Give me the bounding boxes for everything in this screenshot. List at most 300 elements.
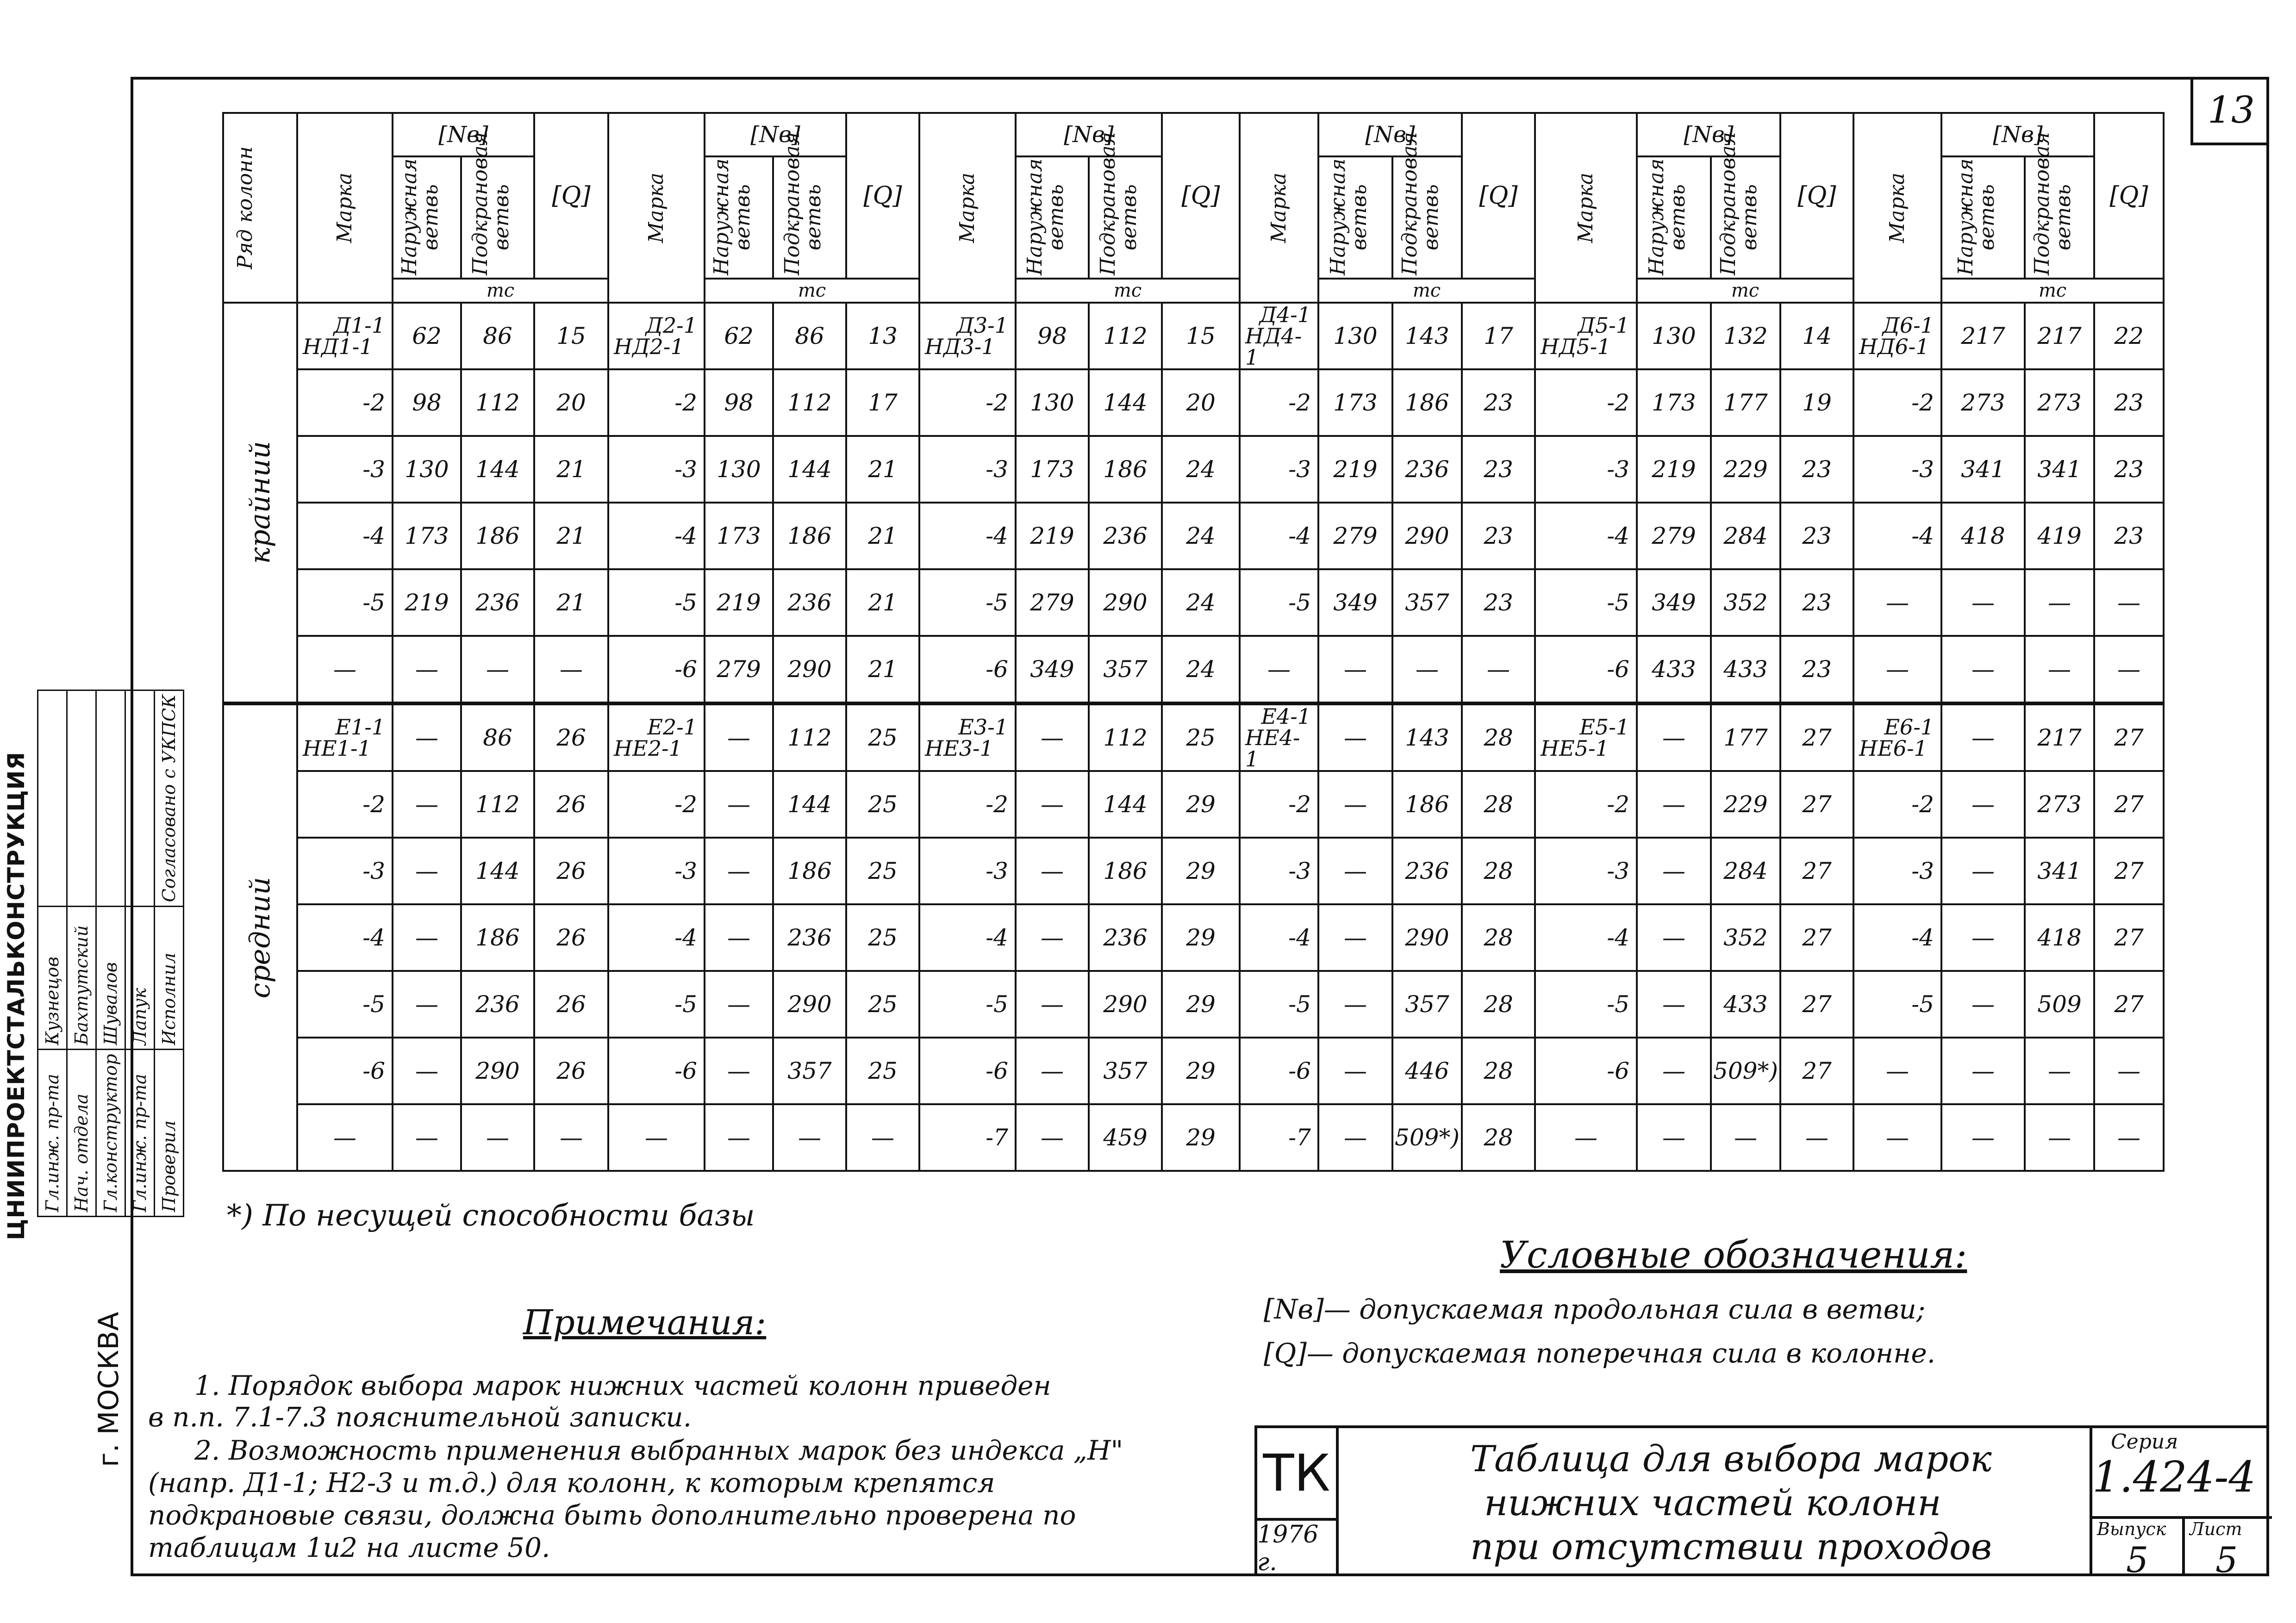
value-cell: 236 bbox=[461, 971, 534, 1038]
mark-code: — bbox=[333, 656, 356, 683]
value-cell: 26 bbox=[534, 904, 608, 971]
mark-cell bbox=[1240, 703, 1318, 771]
value-cell: 23 bbox=[1462, 503, 1535, 569]
value-cell: 144 bbox=[1089, 771, 1162, 838]
mark-code: -2 bbox=[1288, 389, 1311, 416]
value-cell: 219 bbox=[393, 569, 461, 636]
value-cell: 112 bbox=[461, 369, 534, 436]
header-crane-branch bbox=[1089, 132, 1162, 279]
value-cell: 217 bbox=[2025, 703, 2094, 771]
mark-cell bbox=[608, 636, 705, 703]
mark-cell bbox=[1853, 971, 1941, 1038]
header-unit: тс bbox=[1637, 279, 1853, 303]
header-crane-branch bbox=[1392, 132, 1462, 279]
header-marka bbox=[1535, 113, 1637, 303]
mark-code: — bbox=[1886, 1124, 1909, 1151]
mark-code: — bbox=[1886, 1057, 1909, 1084]
mark-code: -7 bbox=[1288, 1124, 1311, 1151]
value-cell: 236 bbox=[1089, 904, 1162, 971]
value-cell: — bbox=[1016, 838, 1089, 904]
value-cell: 219 bbox=[1637, 436, 1711, 503]
mark-code: -3 bbox=[986, 858, 1008, 884]
header-nv: [Nв] bbox=[705, 113, 846, 156]
value-cell: 26 bbox=[534, 771, 608, 838]
mark-cell bbox=[919, 703, 1016, 771]
value-cell: — bbox=[1016, 771, 1089, 838]
value-cell: 27 bbox=[2094, 703, 2164, 771]
value-cell: 273 bbox=[2025, 369, 2094, 436]
mark-code: -3 bbox=[1288, 858, 1311, 884]
mark-code: -4 bbox=[1288, 924, 1311, 951]
value-cell: 21 bbox=[846, 569, 919, 636]
value-cell: 186 bbox=[461, 904, 534, 971]
mark-cell bbox=[1240, 904, 1318, 971]
value-cell: 433 bbox=[1637, 636, 1711, 703]
value-cell: — bbox=[1016, 703, 1089, 771]
value-cell: 29 bbox=[1162, 1038, 1240, 1104]
mark-code: -2 bbox=[362, 791, 385, 818]
mark-cell bbox=[1240, 569, 1318, 636]
mark-cell bbox=[1240, 1038, 1318, 1104]
value-cell: 23 bbox=[1780, 636, 1853, 703]
mark-code: -6 bbox=[1288, 1057, 1311, 1084]
value-cell: — bbox=[1462, 636, 1535, 703]
value-cell: — bbox=[705, 1104, 773, 1171]
value-cell: 25 bbox=[846, 703, 919, 771]
value-cell: 21 bbox=[534, 569, 608, 636]
header-crane-branch bbox=[2025, 132, 2094, 279]
value-cell: 25 bbox=[846, 904, 919, 971]
mark-code: -6 bbox=[986, 656, 1008, 683]
mark-code: -6 bbox=[674, 1057, 697, 1084]
header-marka bbox=[919, 113, 1016, 303]
value-cell: 21 bbox=[534, 503, 608, 569]
value-cell: — bbox=[534, 636, 608, 703]
header-crane-branch bbox=[461, 132, 534, 279]
value-cell: — bbox=[1637, 703, 1711, 771]
mark-cell bbox=[1240, 369, 1318, 436]
mark-cell bbox=[1240, 971, 1318, 1038]
value-cell: 349 bbox=[1318, 569, 1392, 636]
mark-code: НД6-1 bbox=[1859, 334, 1929, 359]
mark-cell bbox=[608, 503, 705, 569]
value-cell: 130 bbox=[393, 436, 461, 503]
value-cell: 229 bbox=[1711, 436, 1780, 503]
mark-cell bbox=[1535, 636, 1637, 703]
title-block-code: ТК bbox=[1257, 1428, 1339, 1521]
mark-cell bbox=[919, 1038, 1016, 1104]
value-cell: 279 bbox=[1318, 503, 1392, 569]
header-q: [Q] bbox=[1162, 113, 1240, 279]
mark-cell bbox=[919, 971, 1016, 1038]
value-cell: 24 bbox=[1162, 436, 1240, 503]
value-cell: 23 bbox=[1462, 369, 1535, 436]
mark-cell bbox=[1535, 1104, 1637, 1171]
value-cell: — bbox=[393, 703, 461, 771]
value-cell: 144 bbox=[773, 771, 846, 838]
value-cell: — bbox=[1392, 636, 1462, 703]
mark-cell bbox=[1240, 1104, 1318, 1171]
value-cell: 26 bbox=[534, 703, 608, 771]
value-cell: 132 bbox=[1711, 303, 1780, 369]
value-cell: 23 bbox=[1780, 436, 1853, 503]
value-cell: — bbox=[1941, 904, 2025, 971]
series-number: 1.424-4 bbox=[2092, 1452, 2256, 1502]
mark-cell bbox=[1853, 1038, 1941, 1104]
header-crane-branch-label: Подкрановая ветвь bbox=[468, 132, 514, 275]
mark-code: -6 bbox=[362, 1057, 385, 1084]
mark-code: Е6-1 bbox=[1884, 715, 1934, 740]
mark-code: -2 bbox=[1911, 791, 1934, 818]
value-cell: 27 bbox=[2094, 904, 2164, 971]
mark-cell bbox=[1535, 771, 1637, 838]
mark-cell bbox=[1535, 303, 1637, 369]
value-cell: 177 bbox=[1711, 703, 1780, 771]
value-cell: — bbox=[1318, 838, 1392, 904]
header-crane-branch-label: Подкрановая ветвь bbox=[780, 132, 826, 275]
mark-code: НД2-1 bbox=[614, 334, 684, 359]
value-cell: 21 bbox=[846, 636, 919, 703]
mark-code: — bbox=[1886, 656, 1909, 683]
sheet-title-line: нижних частей колонн bbox=[1484, 1482, 1941, 1524]
value-cell: 21 bbox=[846, 503, 919, 569]
mark-cell bbox=[1240, 436, 1318, 503]
value-cell: 26 bbox=[534, 971, 608, 1038]
mark-code: Е1-1 bbox=[335, 715, 385, 740]
value-cell: — bbox=[393, 1038, 461, 1104]
mark-code: -4 bbox=[1607, 924, 1629, 951]
mark-code: НЕ6-1 bbox=[1859, 736, 1928, 761]
value-cell: 341 bbox=[2025, 436, 2094, 503]
header-marka-label: Марка bbox=[1573, 173, 1597, 243]
value-cell: — bbox=[1016, 904, 1089, 971]
header-q: [Q] bbox=[534, 113, 608, 279]
mark-cell bbox=[608, 838, 705, 904]
stamp-cell: Гл.конструктор bbox=[96, 1050, 125, 1217]
value-cell: 21 bbox=[534, 436, 608, 503]
value-cell: 29 bbox=[1162, 838, 1240, 904]
mark-cell bbox=[608, 569, 705, 636]
value-cell: 29 bbox=[1162, 1104, 1240, 1171]
sheet-title-line: при отсутствии проходов bbox=[1470, 1526, 1992, 1568]
table-row bbox=[223, 369, 2164, 436]
value-cell: 186 bbox=[773, 503, 846, 569]
mark-code: -7 bbox=[986, 1124, 1008, 1151]
value-cell: 352 bbox=[1711, 904, 1780, 971]
header-nv: [Nв] bbox=[1941, 113, 2094, 156]
value-cell: 28 bbox=[1462, 703, 1535, 771]
mark-code: -4 bbox=[986, 924, 1008, 951]
value-cell: — bbox=[846, 1104, 919, 1171]
value-cell: 86 bbox=[773, 303, 846, 369]
mark-code: -2 bbox=[674, 791, 697, 818]
mark-code: Е2-1 bbox=[647, 715, 697, 740]
mark-cell bbox=[608, 369, 705, 436]
value-cell: 130 bbox=[1318, 303, 1392, 369]
city-label: г. МОСКВА bbox=[93, 1312, 125, 1467]
mark-code: -6 bbox=[1607, 656, 1629, 683]
mark-code: -4 bbox=[674, 924, 697, 951]
header-row bbox=[223, 113, 2164, 156]
value-cell: — bbox=[705, 971, 773, 1038]
value-cell: — bbox=[705, 771, 773, 838]
value-cell: 17 bbox=[846, 369, 919, 436]
mark-cell bbox=[1535, 904, 1637, 971]
value-cell: 173 bbox=[1016, 436, 1089, 503]
value-cell: — bbox=[773, 1104, 846, 1171]
value-cell: — bbox=[1016, 1104, 1089, 1171]
mark-cell bbox=[1535, 436, 1637, 503]
value-cell: — bbox=[1780, 1104, 1853, 1171]
value-cell: 23 bbox=[2094, 503, 2164, 569]
value-cell: 279 bbox=[1016, 569, 1089, 636]
stamp-row bbox=[155, 690, 184, 1216]
mark-cell bbox=[1853, 503, 1941, 569]
value-cell: 22 bbox=[2094, 303, 2164, 369]
value-cell: — bbox=[1941, 636, 2025, 703]
value-cell: 341 bbox=[1941, 436, 2025, 503]
mark-cell bbox=[919, 369, 1016, 436]
value-cell: 23 bbox=[1462, 569, 1535, 636]
mark-cell bbox=[919, 771, 1016, 838]
mark-code: НД1-1 bbox=[303, 334, 373, 359]
mark-code: — bbox=[1267, 656, 1291, 683]
value-cell: 20 bbox=[1162, 369, 1240, 436]
mark-cell bbox=[1240, 503, 1318, 569]
value-cell: 419 bbox=[2025, 503, 2094, 569]
header-outer-branch bbox=[1016, 156, 1089, 279]
header-outer-branch bbox=[1318, 156, 1392, 279]
value-cell: 290 bbox=[773, 636, 846, 703]
value-cell: — bbox=[1318, 1038, 1392, 1104]
mark-code: -4 bbox=[1911, 924, 1934, 951]
value-cell: 27 bbox=[1780, 1038, 1853, 1104]
note-line: в п.п. 7.1-7.3 пояснительной записки. bbox=[148, 1401, 692, 1433]
value-cell: 25 bbox=[846, 1038, 919, 1104]
value-cell: — bbox=[1637, 771, 1711, 838]
mark-cell bbox=[1535, 703, 1637, 771]
value-cell: 236 bbox=[1089, 503, 1162, 569]
value-cell: — bbox=[1941, 703, 2025, 771]
stamp-cell: Исполнил bbox=[155, 907, 184, 1050]
mark-code: -4 bbox=[1607, 522, 1629, 549]
value-cell: — bbox=[1016, 971, 1089, 1038]
stamp-row bbox=[96, 690, 125, 1216]
value-cell: 27 bbox=[2094, 771, 2164, 838]
stamp-cell: Шувалов bbox=[96, 907, 125, 1050]
value-cell: 17 bbox=[1462, 303, 1535, 369]
mark-code: -5 bbox=[362, 991, 385, 1018]
value-cell: — bbox=[1941, 971, 2025, 1038]
table-row bbox=[223, 904, 2164, 971]
mark-code: -2 bbox=[986, 791, 1008, 818]
sheet-title bbox=[1470, 1437, 1992, 1569]
mark-cell bbox=[608, 703, 705, 771]
header-crane-branch-label: Подкрановая ветвь bbox=[1398, 132, 1443, 275]
value-cell: — bbox=[1637, 1038, 1711, 1104]
mark-code: -3 bbox=[1607, 858, 1629, 884]
value-cell: 173 bbox=[705, 503, 773, 569]
stamp-cell: Лапук bbox=[125, 907, 155, 1050]
value-cell: 509*) bbox=[1392, 1104, 1462, 1171]
mark-cell bbox=[608, 1038, 705, 1104]
header-outer-branch bbox=[705, 156, 773, 279]
mark-cell bbox=[919, 569, 1016, 636]
value-cell: 144 bbox=[461, 838, 534, 904]
table-row bbox=[223, 771, 2164, 838]
value-cell: — bbox=[1637, 838, 1711, 904]
value-cell: 217 bbox=[2025, 303, 2094, 369]
header-crane-branch bbox=[1711, 132, 1780, 279]
value-cell: 290 bbox=[1089, 971, 1162, 1038]
value-cell: 28 bbox=[1462, 904, 1535, 971]
mark-cell bbox=[919, 303, 1016, 369]
value-cell: 112 bbox=[773, 703, 846, 771]
mark-cell bbox=[1853, 703, 1941, 771]
mark-code: НД4-1 bbox=[1245, 323, 1302, 370]
notes-title: Примечания: bbox=[523, 1303, 767, 1343]
mark-code: НЕ2-1 bbox=[614, 736, 682, 761]
mark-cell bbox=[608, 904, 705, 971]
value-cell: 186 bbox=[1089, 436, 1162, 503]
value-cell: 357 bbox=[773, 1038, 846, 1104]
value-cell: — bbox=[1318, 636, 1392, 703]
value-cell: — bbox=[534, 1104, 608, 1171]
mark-cell bbox=[297, 838, 393, 904]
stamp-cell bbox=[125, 690, 155, 907]
legend-title: Условные обозначения: bbox=[1500, 1233, 1967, 1276]
value-cell: — bbox=[2094, 636, 2164, 703]
value-cell: 349 bbox=[1016, 636, 1089, 703]
mark-code: -3 bbox=[362, 456, 385, 483]
header-nv: [Nв] bbox=[393, 113, 534, 156]
mark-cell bbox=[297, 703, 393, 771]
mark-code: -3 bbox=[1911, 456, 1934, 483]
value-cell: 144 bbox=[1089, 369, 1162, 436]
mark-cell bbox=[297, 971, 393, 1038]
mark-code: -2 bbox=[362, 389, 385, 416]
value-cell: — bbox=[461, 636, 534, 703]
stamp-cell: Бахтутский bbox=[67, 907, 96, 1050]
value-cell: 284 bbox=[1711, 838, 1780, 904]
table-row bbox=[223, 838, 2164, 904]
stamp-row bbox=[67, 690, 96, 1216]
value-cell: 143 bbox=[1392, 703, 1462, 771]
stamp-cell: Согласовано с УКПСК bbox=[155, 690, 184, 907]
value-cell: 23 bbox=[1780, 569, 1853, 636]
value-cell: 341 bbox=[2025, 838, 2094, 904]
value-cell: — bbox=[1318, 904, 1392, 971]
header-unit: тс bbox=[705, 279, 919, 303]
mark-cell bbox=[297, 303, 393, 369]
mark-code: -3 bbox=[986, 456, 1008, 483]
mark-cell bbox=[1853, 838, 1941, 904]
note-line: 2. Возможность применения выбранных марок без индекса „Н" bbox=[194, 1435, 1123, 1466]
header-outer-branch-label: Наружная ветвь bbox=[710, 158, 755, 275]
row-group-name: крайний bbox=[244, 441, 276, 564]
value-cell: 144 bbox=[461, 436, 534, 503]
value-cell: 186 bbox=[1089, 838, 1162, 904]
mark-cell bbox=[1853, 636, 1941, 703]
value-cell: 14 bbox=[1780, 303, 1853, 369]
header-crane-branch-label: Подкрановая ветвь bbox=[1716, 132, 1762, 275]
table-row bbox=[223, 303, 2164, 369]
value-cell: 24 bbox=[1162, 503, 1240, 569]
stamp-cell: Нач. отдела bbox=[67, 1050, 96, 1217]
value-cell: 219 bbox=[705, 569, 773, 636]
mark-code: Д2-1 bbox=[645, 313, 697, 338]
mark-code: -5 bbox=[1288, 991, 1311, 1018]
value-cell: 459 bbox=[1089, 1104, 1162, 1171]
value-cell: — bbox=[1941, 1104, 2025, 1171]
value-cell: 24 bbox=[1162, 636, 1240, 703]
mark-code: НЕ1-1 bbox=[303, 736, 371, 761]
mark-code: — bbox=[333, 1124, 356, 1151]
sheet-number: 5 bbox=[2215, 1539, 2238, 1580]
value-cell: 25 bbox=[846, 971, 919, 1038]
mark-cell bbox=[1535, 503, 1637, 569]
value-cell: — bbox=[2025, 1038, 2094, 1104]
value-cell: 25 bbox=[846, 838, 919, 904]
mark-cell bbox=[297, 436, 393, 503]
mark-cell bbox=[1240, 636, 1318, 703]
mark-cell bbox=[1535, 369, 1637, 436]
mark-cell bbox=[608, 771, 705, 838]
mark-cell bbox=[1853, 1104, 1941, 1171]
mark-cell bbox=[919, 503, 1016, 569]
value-cell: 236 bbox=[773, 569, 846, 636]
value-cell: 23 bbox=[1780, 503, 1853, 569]
value-cell: 27 bbox=[1780, 971, 1853, 1038]
value-cell: — bbox=[393, 904, 461, 971]
value-cell: 19 bbox=[1780, 369, 1853, 436]
note-line: таблицам 1и2 на листе 50. bbox=[148, 1532, 550, 1563]
header-row-of-columns bbox=[223, 113, 297, 303]
mark-code: -6 bbox=[1607, 1057, 1629, 1084]
value-cell: 144 bbox=[773, 436, 846, 503]
value-cell: 28 bbox=[1462, 771, 1535, 838]
mark-cell bbox=[919, 904, 1016, 971]
header-unit: тс bbox=[1318, 279, 1535, 303]
value-cell: 186 bbox=[461, 503, 534, 569]
value-cell: 433 bbox=[1711, 636, 1780, 703]
row-group-label bbox=[223, 303, 297, 703]
value-cell: 446 bbox=[1392, 1038, 1462, 1104]
table-row bbox=[223, 1038, 2164, 1104]
stamp-cell bbox=[67, 690, 96, 907]
mark-cell bbox=[297, 1104, 393, 1171]
mark-code: -5 bbox=[986, 589, 1008, 616]
header-outer-branch bbox=[393, 156, 461, 279]
mark-code: -2 bbox=[1911, 389, 1934, 416]
value-cell: 219 bbox=[1016, 503, 1089, 569]
header-marka bbox=[608, 113, 705, 303]
value-cell: — bbox=[393, 1104, 461, 1171]
mark-code: -5 bbox=[1911, 991, 1934, 1018]
mark-code: -4 bbox=[362, 924, 385, 951]
mark-cell bbox=[297, 503, 393, 569]
issue-number: 5 bbox=[2126, 1539, 2149, 1580]
value-cell: 27 bbox=[1780, 838, 1853, 904]
mark-cell bbox=[1853, 569, 1941, 636]
mark-cell bbox=[1240, 838, 1318, 904]
header-q: [Q] bbox=[1780, 113, 1853, 279]
value-cell: — bbox=[393, 636, 461, 703]
value-cell: 130 bbox=[1637, 303, 1711, 369]
value-cell: 509 bbox=[2025, 971, 2094, 1038]
value-cell: — bbox=[705, 1038, 773, 1104]
value-cell: 236 bbox=[1392, 838, 1462, 904]
